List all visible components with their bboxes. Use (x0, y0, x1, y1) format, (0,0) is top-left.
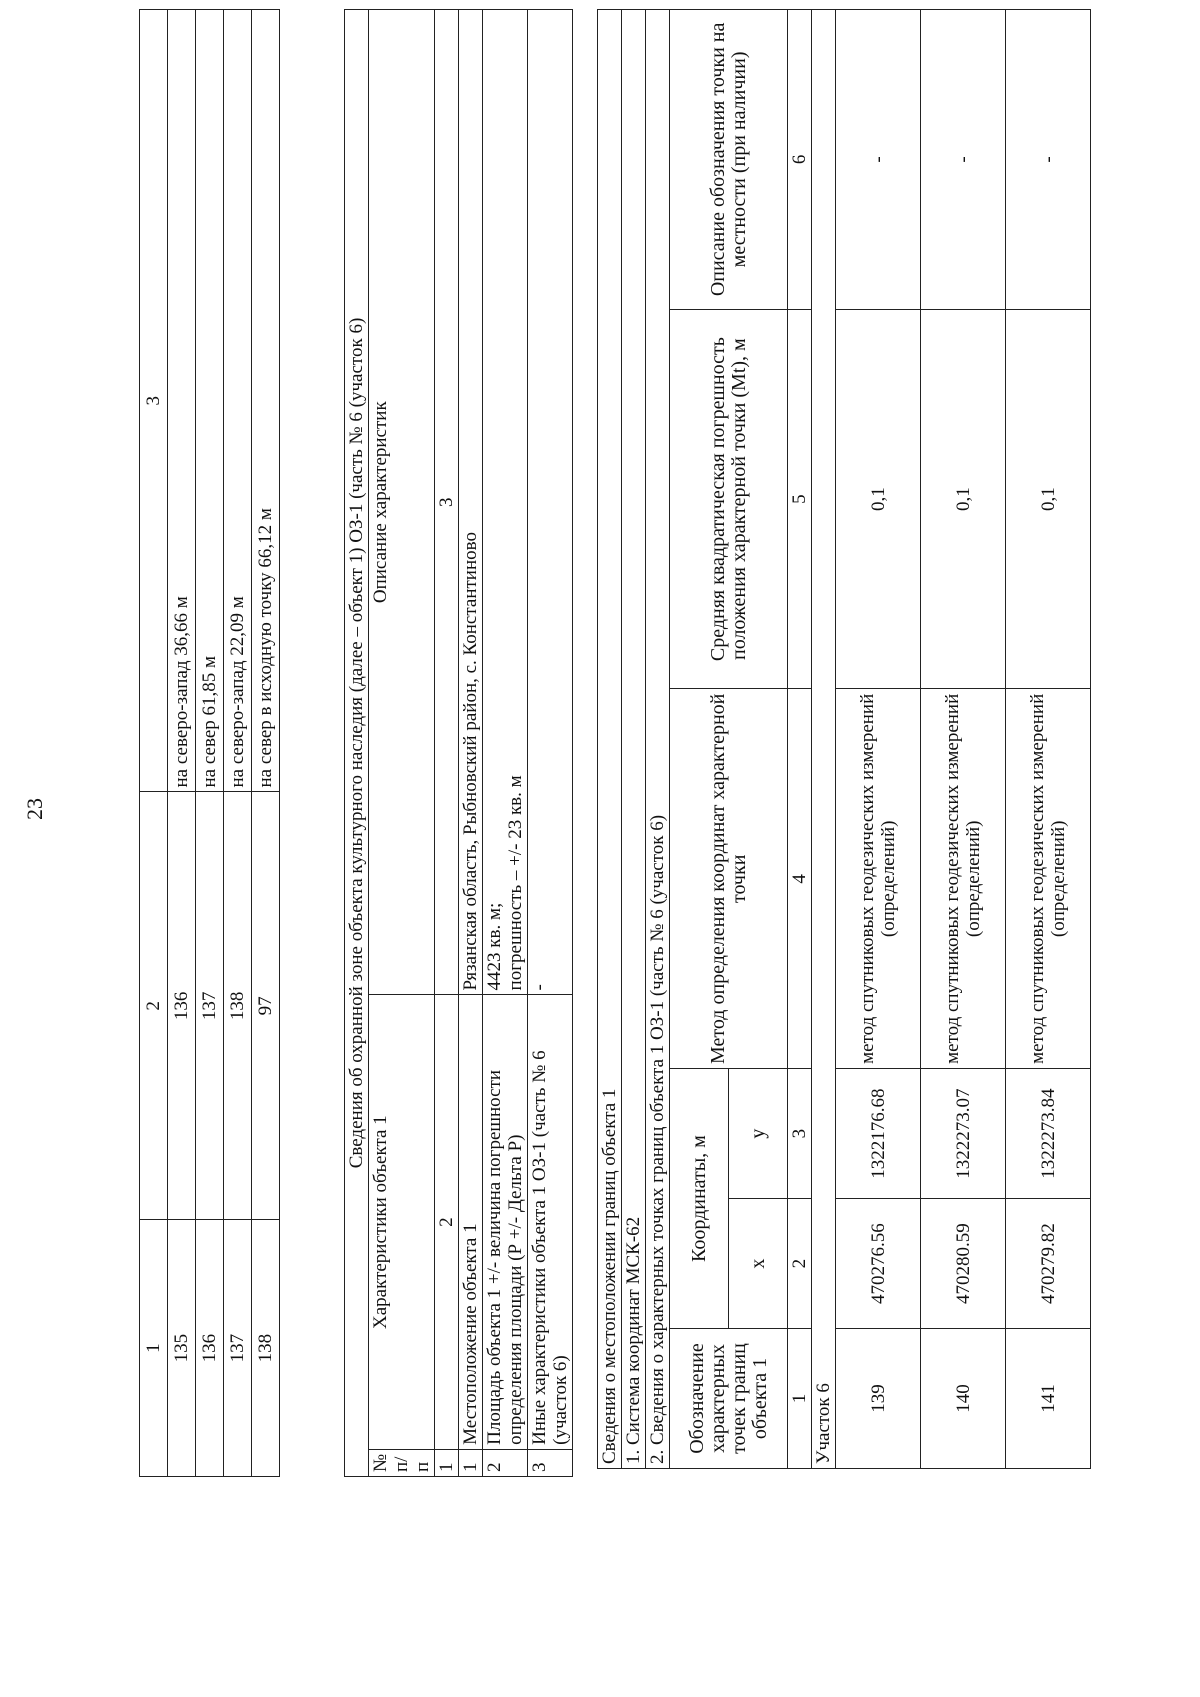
table-cell: 1 (459, 1449, 483, 1476)
section-caption: Сведения о местоположении границ объекта 1 (598, 10, 622, 1469)
method-cell: метод спутниковых геодезических измерений (определений) (1006, 689, 1091, 1069)
table-cell: 3 (528, 1449, 573, 1476)
header-cell: 2 (788, 1199, 812, 1329)
header-cell: 1 (788, 1329, 812, 1469)
boundary-points-table (597, 9, 1091, 1469)
header-cell: 3 (435, 10, 459, 995)
error-cell: 0,1 (836, 309, 921, 689)
header-coords: Координаты, м (670, 1069, 729, 1329)
table-cell: Местоположение объекта 1 (459, 995, 483, 1449)
table-row (168, 10, 196, 1477)
table-cell: на северо-запад 36,66 м (168, 10, 196, 792)
boundary-description-table (139, 9, 280, 1477)
table-row (1006, 10, 1091, 1469)
column-number-row (788, 10, 812, 1469)
point-cell: 139 (836, 1329, 921, 1469)
table-cell: на север в исходную точку 66,12 м (252, 10, 280, 792)
table-row (921, 10, 1006, 1469)
error-cell: 0,1 (921, 309, 1006, 689)
table-cell: 136 (168, 792, 196, 1220)
table-cell: 137 (196, 792, 224, 1220)
table-cell: 97 (252, 792, 280, 1220)
table-cell: Рязанская область, Рыбновский район, с. Константиново (459, 10, 483, 995)
description-cell: - (1006, 10, 1091, 310)
column-number-row (435, 10, 459, 1477)
header-cell: № п/п (369, 1449, 435, 1476)
table-row (252, 10, 280, 1477)
table-row (196, 10, 224, 1477)
table-title: Сведения об охранной зоне объекта культурного наследия (далее – объект 1) ОЗ-1 (часть № 6 (участок 6) (345, 10, 369, 1477)
table-row (483, 10, 528, 1477)
table-cell: Иные характеристики объекта 1 ОЗ-1 (часть № 6 (участок 6) (528, 995, 573, 1449)
table-title-row (345, 10, 369, 1477)
caption-row (622, 10, 646, 1469)
header-cell: 2 (435, 995, 459, 1449)
table-header-row (369, 10, 435, 1477)
header-cell: 1 (140, 1220, 168, 1477)
section-label: Участок 6 (812, 10, 836, 1469)
table-cell: 138 (252, 1220, 280, 1477)
method-cell: метод спутниковых геодезических измерений (определений) (836, 689, 921, 1069)
table-row (224, 10, 252, 1477)
table-row (836, 10, 921, 1469)
table-cell: на север 61,85 м (196, 10, 224, 792)
header-description: Описание обозначения точки на местности (при наличии) (670, 10, 788, 310)
header-point: Обозначение характерных точек границ объекта 1 (670, 1329, 788, 1469)
header-cell: 3 (140, 10, 168, 792)
table-cell: 4423 кв. м; погрешность – +/- 23 кв. м (483, 10, 528, 995)
header-cell: 1 (435, 1449, 459, 1476)
description-cell: - (921, 10, 1006, 310)
x-cell: 470279.82 (1006, 1199, 1091, 1329)
error-cell: 0,1 (1006, 309, 1091, 689)
caption-row (598, 10, 622, 1469)
caption-row (646, 10, 670, 1469)
header-cell: 3 (788, 1069, 812, 1199)
section-row (812, 10, 836, 1469)
y-cell: 1322273.07 (921, 1069, 1006, 1199)
table-cell: 135 (168, 1220, 196, 1477)
object-characteristics-table (344, 9, 573, 1477)
table-row (459, 10, 483, 1477)
table-row (528, 10, 573, 1477)
table-cell: 137 (224, 1220, 252, 1477)
point-cell: 141 (1006, 1329, 1091, 1469)
method-cell: метод спутниковых геодезических измерений (определений) (921, 689, 1006, 1069)
header-cell: Характеристики объекта 1 (369, 995, 435, 1449)
points-caption: 2. Сведения о характерных точках границ объекта 1 ОЗ-1 (часть № 6 (участок 6) (646, 10, 670, 1469)
table-cell: Площадь объекта 1 +/- величина погрешности определения площади (Р +/- Дельта Р) (483, 995, 528, 1449)
table-cell: 138 (224, 792, 252, 1220)
header-y: у (729, 1069, 788, 1199)
description-cell: - (836, 10, 921, 310)
header-method: Метод определения координат характерной точки (670, 689, 788, 1069)
x-cell: 470280.59 (921, 1199, 1006, 1329)
coordinate-system-caption: 1. Система координат МСК-62 (622, 10, 646, 1469)
table-cell: - (528, 10, 573, 995)
table-cell: 136 (196, 1220, 224, 1477)
table-cell: 2 (483, 1449, 528, 1476)
page-number: 23 (22, 798, 47, 820)
table-cell: на северо-запад 22,09 м (224, 10, 252, 792)
x-cell: 470276.56 (836, 1199, 921, 1329)
table-header-row (670, 10, 729, 1469)
header-cell: 5 (788, 309, 812, 689)
y-cell: 1322176.68 (836, 1069, 921, 1199)
table-header-row (140, 10, 168, 1477)
y-cell: 1322273.84 (1006, 1069, 1091, 1199)
header-cell: 2 (140, 792, 168, 1220)
boundary-points-section (597, 9, 1091, 1469)
point-cell: 140 (921, 1329, 1006, 1469)
header-x: х (729, 1199, 788, 1329)
header-error: Средняя квадратическая погрешность положения характерной точки (Мt), м (670, 309, 788, 689)
header-cell: 6 (788, 10, 812, 310)
header-cell: Описание характеристик (369, 10, 435, 995)
header-cell: 4 (788, 689, 812, 1069)
